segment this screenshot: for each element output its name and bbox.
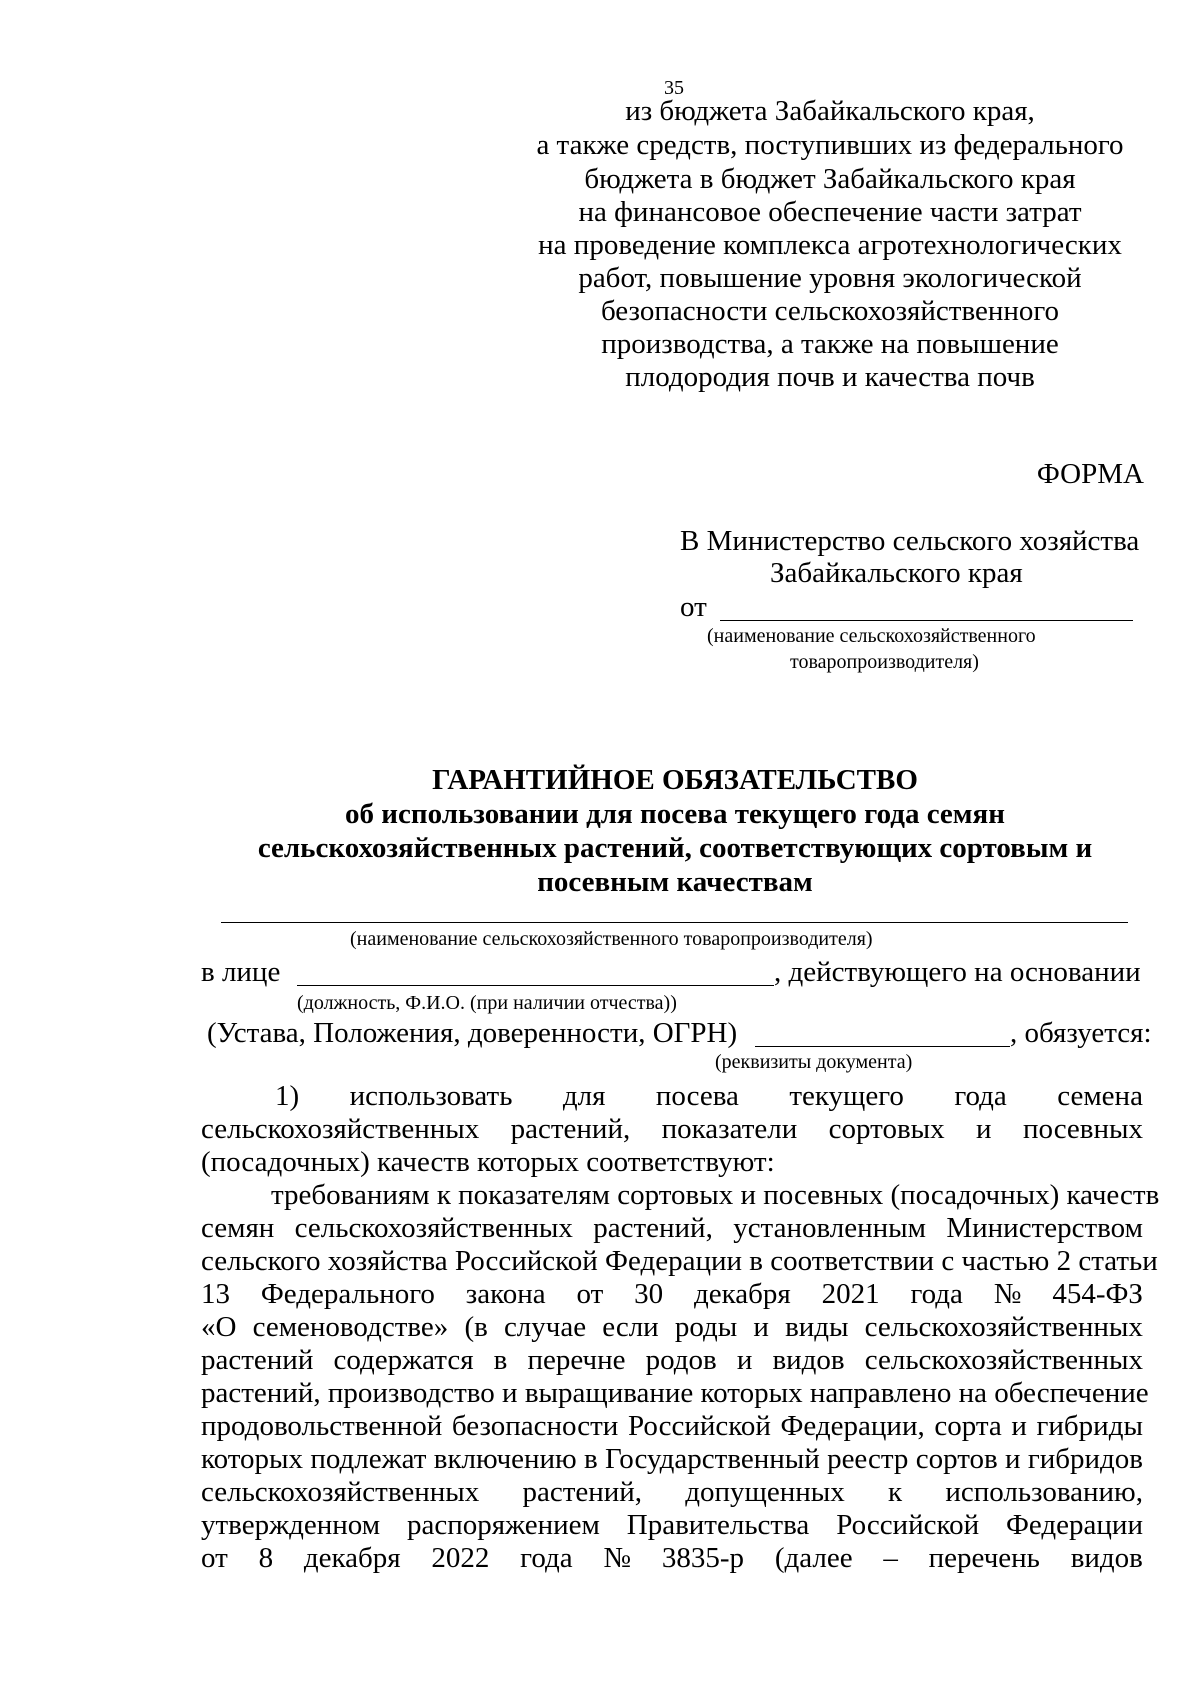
body-p2-line-11: утвержденном распоряжением Правительства Российской Федерации [201,1509,1143,1541]
in-person-label: в лице [201,956,281,988]
in-person-blank[interactable] [297,985,774,986]
header-line-7: безопасности сельскохозяйственного [600,295,1060,327]
body-p2-line-2: семян сельскохозяйственных растений, установленным Министерством [201,1212,1143,1244]
addressee-from-blank[interactable] [720,620,1133,621]
producer-name-hint: (наименование сельскохозяйственного товаропроизводителя) [350,928,873,950]
addressee-hint-2: товаропроизводителя) [790,651,979,673]
body-p2-line-7: растений, производство и выращивание которых направлено на обеспечение [201,1377,1149,1409]
document-details-blank[interactable] [755,1046,1010,1047]
form-label: ФОРМА [1036,458,1144,490]
document-details-hint: (реквизиты документа) [715,1051,913,1073]
body-p2-line-3: сельского хозяйства Российской Федерации в соответствии с частью 2 статьи [201,1245,1158,1277]
body-p2-line-12: от 8 декабря 2022 года № 3835-р (далее – перечень видов [201,1542,1143,1574]
header-line-9: плодородия почв и качества почв [625,361,1035,393]
header-line-2: а также средств, поступивших из федерального [536,129,1124,161]
body-p1-line-3: (посадочных) качеств которых соответствуют: [201,1146,775,1178]
addressee-hint-1: (наименование сельскохозяйственного [707,625,1036,647]
header-line-5: на проведение комплекса агротехнологических [538,229,1122,261]
header-line-1: из бюджета Забайкальского края, [625,95,1035,127]
body-p2-line-5: «О семеноводстве» (в случае если роды и виды сельскохозяйственных [201,1311,1143,1343]
body-p2-line-6: растений содержатся в перечне родов и видов сельскохозяйственных [201,1344,1143,1376]
obliges-text: , обязуется: [1010,1017,1152,1049]
position-hint: (должность, Ф.И.О. (при наличии отчества)) [297,992,677,1014]
body-p2-line-8: продовольственной безопасности Российской Федерации, сорта и гибриды [201,1410,1143,1442]
header-line-8: производства, а также на повышение [601,328,1059,360]
title-sub-1: об использовании для посева текущего года семян [345,798,1005,830]
addressee-line-1: В Министерство сельского хозяйства [680,525,1140,557]
header-line-3: бюджета в бюджет Забайкальского края [584,163,1076,195]
addressee-from-label: от [680,591,707,623]
basis-label: (Устава, Положения, доверенности, ОГРН) [207,1017,738,1049]
title-sub-2: сельскохозяйственных растений, соответствующих сортовым и [257,832,1093,864]
title-sub-3: посевным качествам [537,866,813,898]
body-p2-line-1: требованиям к показателям сортовых и посевных (посадочных) качеств [271,1179,1160,1211]
header-line-4: на финансовое обеспечение части затрат [578,196,1082,228]
producer-name-blank[interactable] [221,922,1128,923]
document-title: ГАРАНТИЙНОЕ ОБЯЗАТЕЛЬСТВО [432,764,918,796]
body-p1-line-2: сельскохозяйственных растений, показатели сортовых и посевных [201,1113,1143,1145]
page-number: 35 [664,77,684,99]
body-p2-line-4: 13 Федерального закона от 30 декабря 2021 года № 454-ФЗ [201,1278,1143,1310]
body-p1-line-1: 1) использовать для посева текущего года семена [275,1080,1143,1112]
body-p2-line-9: которых подлежат включению в Государственный реестр сортов и гибридов [201,1443,1143,1475]
header-line-6: работ, повышение уровня экологической [578,262,1082,294]
acting-text: , действующего на основании [774,956,1141,988]
addressee-line-2: Забайкальского края [770,557,1023,589]
body-p2-line-10: сельскохозяйственных растений, допущенных к использованию, [201,1476,1143,1508]
